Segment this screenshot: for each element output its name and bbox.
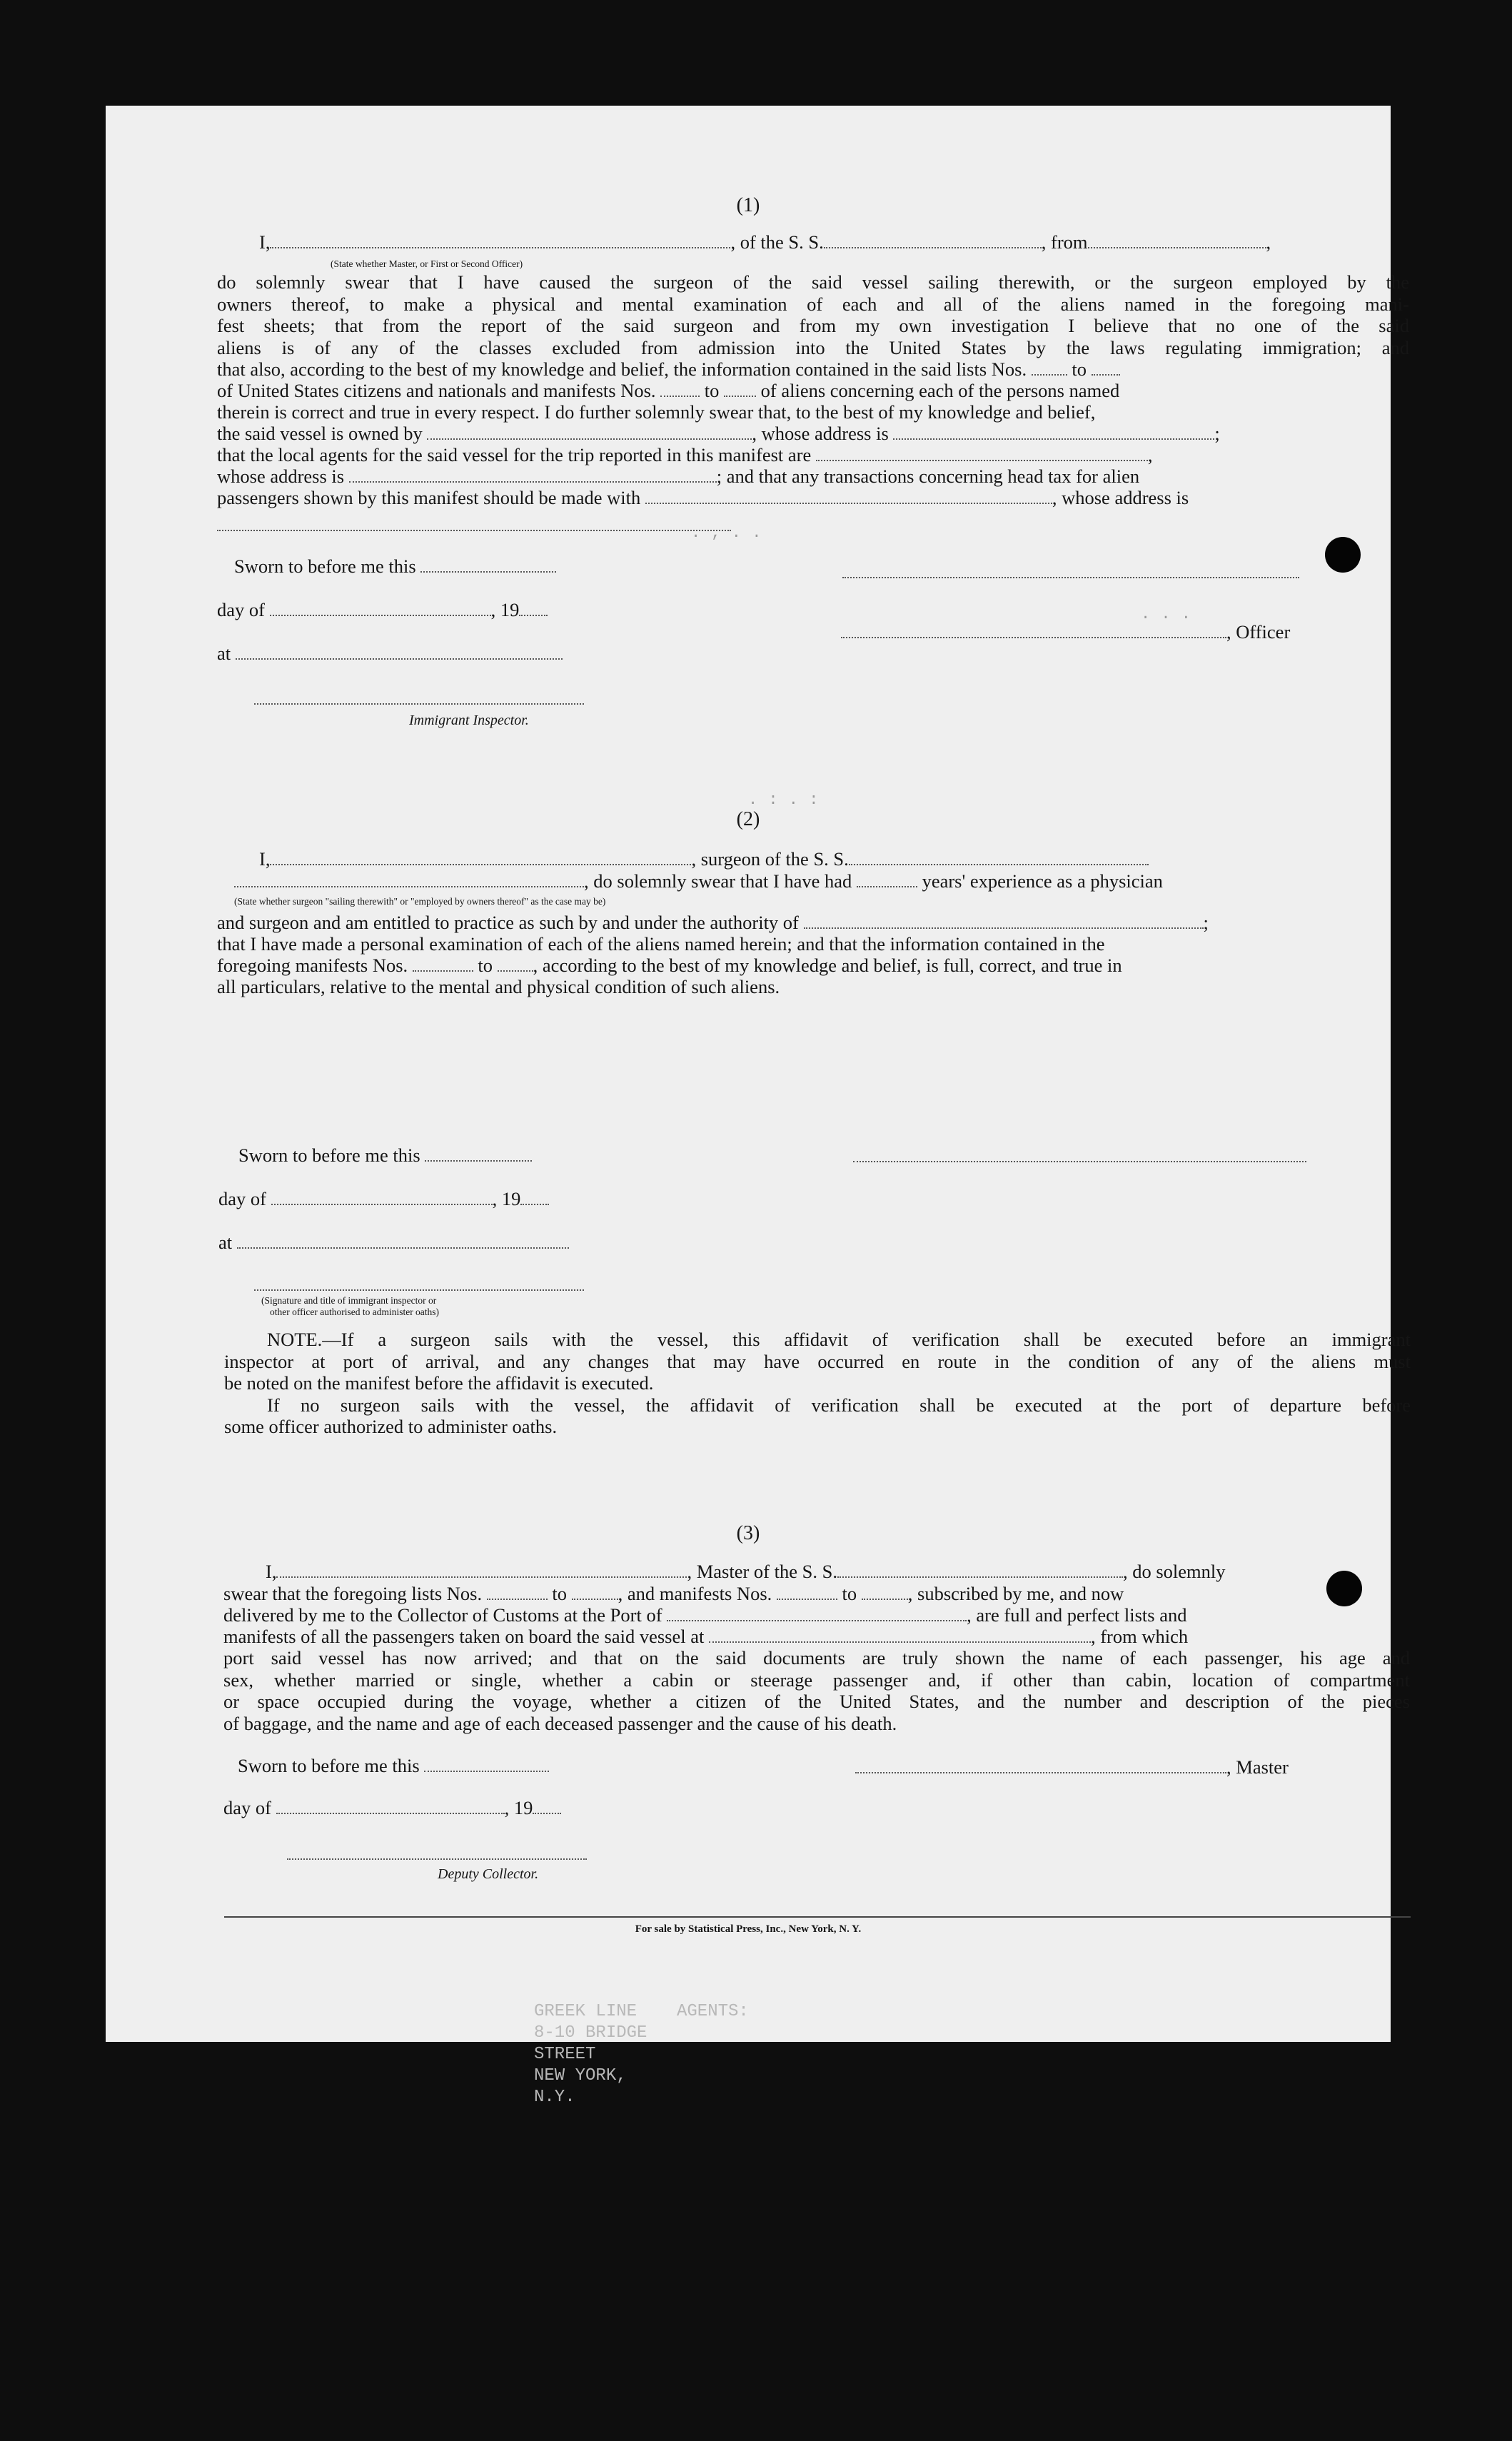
sworn-day-blank (420, 555, 556, 573)
sworn-line: Sworn to before me this (238, 1144, 532, 1166)
section-number: (2) (736, 808, 760, 830)
surgeon-line: I, , surgeon of the S. S. (259, 848, 1149, 870)
officer-signature-blank (842, 577, 1299, 578)
bleed-through-text: . : . : (748, 791, 820, 809)
port-line: delivered by me to the Collector of Customs at the Port of , are full and perfect lists and (223, 1604, 1187, 1626)
month-blank (276, 1797, 505, 1814)
note-paragraph: NOTE.—If a surgeon sails with the vessel, this affidavit of verification shall be executed before an immigrant inspector at port of arrival, and any changes that may have occurred en route in the condition of any of the aliens must be noted on the manifest before the affidavit is executed. If no surgeon sails with the vessel, the affidavit of verification shall be executed at the port of departure before some officer authorized to administer oaths. (224, 1329, 1411, 1437)
from-port-blank (1088, 231, 1266, 248)
experience-line: , do solemnly swear that I have had years' experience as a physician (234, 870, 1163, 892)
manifests-to-blank (724, 380, 756, 397)
lists-line: swear that the foregoing lists Nos. to , and manifests Nos. to , subscribed by me, and now (223, 1583, 1124, 1604)
day-of-line: day of , 19 (218, 1188, 549, 1209)
signature-note: (Signature and title of immigrant inspector or other officer authorised to administer oaths) (261, 1295, 440, 1317)
year-blank (520, 1188, 549, 1205)
boarding-port-blank (709, 1626, 1091, 1643)
month-blank (270, 599, 491, 616)
therein-line: therein is correct and true in every respect. I do further solemnly swear that, to the best of my knowledge and belief, (217, 401, 1096, 423)
agents-line: that the local agents for the said vessel for the trip reported in this manifest are , (217, 444, 1153, 465)
section-number: (1) (736, 194, 760, 216)
footer-rule (224, 1916, 1411, 1918)
head-tax-line: passengers shown by this manifest should be made with , whose address is (217, 487, 1189, 508)
officer-signature-blank (254, 1289, 584, 1291)
surgeon-status-blank (234, 870, 584, 887)
surgeon-note: (State whether surgeon "sailing therewith" or "employed by owners thereof" as the case may be) (234, 896, 606, 907)
at-line: at (217, 643, 563, 664)
inspector-caption: Immigrant Inspector. (409, 713, 529, 728)
year-blank (519, 599, 548, 616)
address-blank (217, 530, 731, 531)
year-blank (533, 1797, 561, 1814)
owned-by-line: the said vessel is owned by , whose address is ; (217, 423, 1220, 444)
owner-blank (427, 423, 752, 440)
bleed-through-text: . , . . (691, 524, 762, 542)
port-blank (667, 1604, 967, 1621)
manifests-to-blank (498, 955, 533, 972)
owner-address-blank (893, 423, 1214, 440)
lists-to-blank (1092, 358, 1120, 376)
boarding-line: manifests of all the passengers taken on board the said vessel at , from which (223, 1626, 1189, 1647)
master-signature-line: , Master (855, 1756, 1289, 1778)
manifests-nos-line: foregoing manifests Nos. to , according to the best of my knowledge and belief, is full, correct, and true in (217, 955, 1122, 976)
surgeon-name-blank (270, 848, 691, 865)
authority-line: and surgeon and am entitled to practice as such by and under the authority of ; (217, 912, 1209, 933)
at-place-blank (237, 1232, 569, 1249)
lists-to-blank (572, 1583, 618, 1600)
particulars-line: all particulars, relative to the mental and physical condition of such aliens. (217, 976, 780, 997)
master-line: I, , Master of the S. S. , do solemnly (266, 1561, 1226, 1582)
deputy-signature-blank (287, 1858, 587, 1860)
vessel-name-blank (849, 848, 1149, 865)
manifest-page: . , . . . . . . : . : (1) I, , of the S. S. , from , (State whether Master, or First or Second Officer) do solemnly swear that I have caused the surgeon of the said vessel sailing therewith, or the surgeon employed by the owners thereof, to make a physical and mental examination of each and all of the aliens named in the foregoing mani- fest sheets; that from the report of the said surgeon and from my own investigation I believe that no one of the said aliens is of any of the classes excluded from admission into the United States by the laws regulating immigration; and that also, according to the best of my knowledge and belief, the information contained in the said lists Nos. to of United States citizens and nationals and manifests Nos. to of aliens concerning each of the persons named therein is correct and true in every respect. I do further solemnly swear that, to the best of my knowledge and belief, the said vessel is owned by , whose address is ; that the local agents for the said vessel for the trip reported in this manifest are , whose address is ; and that any transactions concerning head tax for alien passengers shown by this manifest should be made with , whose address is Sworn to before me this day of , 19 , Officer at Immigrant Inspector. (2) I, , surgeon of the S. S. , do solemnly swear that I have had years' experience as a physician (State whether surgeon "sailing therewith" or "employed by owners thereof" as the case may be) and surgeon and am entitled to practice as such by and under the authority of ; that I have made a personal examination of each of the aliens named herein; and that the information contained in the foregoing manifests Nos. to , according to the best of my knowledge and belief, is full, correct, and true in all particulars, relative to the mental and physical condition of such aliens. Sworn to before me this day of , 19 at (Signature and title of immigrant inspector or other officer authorised to administer oaths) NOTE.—If a surgeon sails with the vessel, this affidavit of verification shall be executed before an immigrant inspector at port of arrival, and any changes that may have occurred en route in the condition of any of the aliens must be noted on the manifest before the affidavit is executed. If no surgeon sails with the vessel, the affidavit of verification shall be executed at the port of departure before some officer authorized to administer oaths. (3) I, , Master of the S. S. , do solemnly swear that the foregoing lists Nos. to , and manifests Nos. to , subscribed by me, and now delivered by me to the Collector of Customs at the Port of , are full and perfect lists and manifests of all the passengers taken on board the said vessel at , from which port said vessel has now arrived; and that on the said documents are truly shown the name of each passenger, his age and sex, whether married or single, whether a cabin or steerage passenger and, if other than cabin, location of compartment or space occupied during the voyage, whether a citizen of the United States, and the number and description of the pieces of baggage, and the name and age of each deceased passenger and the cause of his death. Sworn to before me this , Master day of , 19 Deputy Collector. For sale by Statistical Press, Inc., New York, N. Y. AGENTS: GREEK LINE 8-10 BRIDGE STREET NEW YORK, N.Y. (106, 106, 1391, 2042)
master-name-blank (276, 1561, 687, 1578)
manifests-from-blank (777, 1583, 837, 1600)
officer-title-line: , Officer (841, 621, 1290, 643)
lists-from-blank (487, 1583, 548, 1600)
manifests-to-blank (862, 1583, 908, 1600)
officer-note: (State whether Master, or First or Second Officer) (331, 258, 523, 269)
manifests-from-blank (413, 955, 473, 972)
printer-footer: For sale by Statistical Press, Inc., New York, N. Y. (635, 1923, 862, 1935)
bleed-through-text: . . . (1141, 605, 1192, 623)
officer-name-blank (270, 231, 730, 248)
agents-address-blank (349, 465, 717, 483)
master-signature-blank (855, 1756, 1226, 1773)
day-of-line: day of , 19 (217, 599, 548, 620)
declaration-paragraph: port said vessel has now arrived; and that on the said documents are truly shown the name of each passenger, his age and sex, whether married or single, whether a cabin or steerage passenger and, if other than cabin, location of compartment or space occupied during the voyage, whether a citizen of the United States, and the number and description of the pieces of baggage, and the name and age of each deceased passenger and the cause of his death. (223, 1647, 1410, 1734)
vessel-name-blank (837, 1561, 1123, 1578)
surgeon-signature-blank (853, 1161, 1306, 1162)
day-of-line: day of , 19 (223, 1797, 561, 1818)
oath-paragraph: do solemnly swear that I have caused the surgeon of the said vessel sailing therewith, or the surgeon employed by the owners thereof, to make a physical and mental examination of each and all of the aliens named in the foregoing mani- fest sheets; that from the report of the said surgeon and from my own investigation I believe that no one of the said aliens is of any of the classes excluded from admission into the United States by the laws regulating immigration; and (217, 271, 1409, 358)
sworn-day-blank (425, 1144, 532, 1162)
officer-title-blank (841, 621, 1226, 638)
lists-nos-line: that also, according to the best of my knowledge and belief, the information contained in the said lists Nos. to (217, 358, 1120, 380)
vessel-name-blank (824, 231, 1042, 248)
manifests-from-blank (660, 380, 700, 397)
head-tax-party-blank (645, 487, 1052, 504)
agents-blank (816, 444, 1148, 461)
deputy-caption: Deputy Collector. (438, 1866, 539, 1882)
manifests-nos-line: of United States citizens and nationals and manifests Nos. to of aliens concerning each of the persons named (217, 380, 1120, 401)
sworn-line: Sworn to before me this (238, 1755, 549, 1776)
sworn-day-blank (424, 1755, 549, 1772)
section-number: (3) (736, 1522, 760, 1544)
sworn-line: Sworn to before me this (234, 555, 556, 577)
years-blank (857, 870, 917, 887)
authority-blank (804, 912, 1204, 929)
agents-address-line: whose address is ; and that any transactions concerning head tax for alien (217, 465, 1140, 487)
officer-line: I, , of the S. S. , from , (259, 231, 1271, 253)
lists-from-blank (1032, 358, 1067, 376)
punch-hole (1325, 537, 1361, 573)
month-blank (271, 1188, 493, 1205)
punch-hole (1326, 1571, 1362, 1606)
examination-line: that I have made a personal examination of each of the aliens named herein; and that the information contained in the (217, 933, 1105, 955)
at-place-blank (236, 643, 563, 660)
inspector-signature-blank (254, 703, 584, 705)
at-line: at (218, 1232, 569, 1253)
